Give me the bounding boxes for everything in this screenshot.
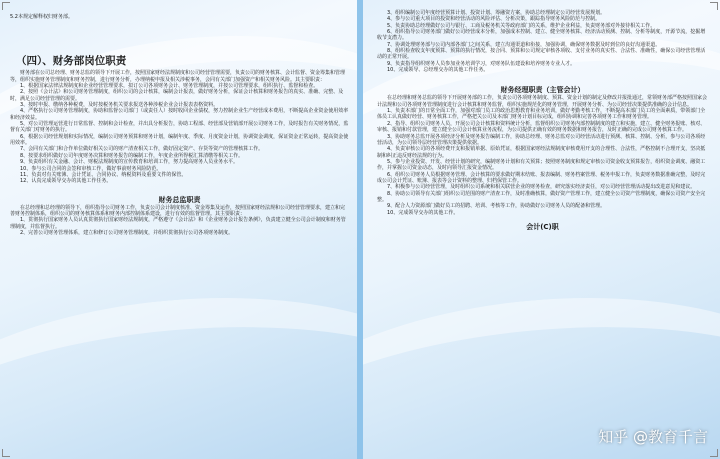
- bottom-heading: 会计(C)职: [526, 222, 559, 231]
- duties-list: [10, 83, 349, 185]
- list-item: 6、组织公司财务人员根据财务管理、会计核算的要求做好期末结账、报表编制、财务档案管理、税务申报工作，负责财务数据准确完整，及时完成公司会计凭证、账簿、报表等会计资料的整理、归档保管工作。: [377, 171, 706, 184]
- list-item: 10、参与公司合同的会签和审核工作，做好事前财务风险防范。: [20, 165, 162, 172]
- list-item: 3、组织编制公司年度经营预算计划、投资计划、筹融资方案，协助总经理制定公司经营发展规划。: [387, 10, 606, 16]
- list-item: 7、会同有关部门和合作单位做好相关公司的财产清查相关工作，做好固定资产、存货等资产的管理核算工作。: [20, 146, 264, 153]
- list-item: 9、负责组织有关金融、会计、财税法规制度的宣传教育和培训工作，努力提高财务人员业务水平。: [20, 159, 239, 166]
- list-item: 9、负责指导组织财务人员参加业务培训学习，对财务队伍建设和培养财务专业人才。: [387, 60, 576, 67]
- list-item: 6、组织指导公司财务部门做好公司经营成本分析，加强成本控制、建立、健全财务核算、经济活动预测、控制、分析等制度，开源节流，挖掘增收节支潜力。: [377, 29, 706, 42]
- list-item: 10、完成领导交办的其他工作。: [387, 209, 459, 216]
- page-corner-mark: [710, 2, 718, 10]
- top-line: 5.2本规定解释权归财务部。: [10, 14, 73, 20]
- list-item: 2、完善公司财务管理体系，建立和修订公司财务管理制度，并组织贯彻执行公司各项财务制度。: [20, 229, 234, 236]
- list-item: 8、协助公司领导有关部门组织公司范围的财产清查工作，及时准确核算，做好资产管理工作，建立健全公司资产管理制度，确保公司资产安全完整。: [377, 190, 706, 203]
- list-item: 8、组织检查收支年度预算、预算的执行情况，按合同、预算和公司规定审核各项收、支付业务的真实性、合法性、准确性，确保公司经营管理活动的正常开展。: [377, 48, 706, 61]
- list-item: 9、配合人力资源部门做好员工的招聘、培训、考核等工作，协助做好公司财务人员的配备和管理。: [387, 203, 606, 210]
- list-item: 4、参与公司重大项目的投资和经营活动的风险评估、分析决策，跟踪指导财务风险防范与控制。: [387, 16, 601, 23]
- list-item: 10、完成领导、总经理交办的其他工作任务。: [387, 67, 489, 74]
- list-item: 4、严格执行公司财务管理制度，协助和监督公司部门（或责任人）按时收回企业债权，努力控制企业生产经营成本费用，不断提高企业资金使用效率和经济效益。: [10, 108, 349, 121]
- page-corner-mark: [2, 449, 10, 457]
- page-corner-mark: [710, 449, 718, 457]
- subsection-heading: 财务总监职责: [158, 195, 201, 204]
- list-item: 5、负责协助总经理做好公司与银行、工商及税务机关等政府部门的关系，维护企业利益，负责财务部对外接待相关工作。: [387, 22, 656, 29]
- watermark-text: 知乎 @教育千言: [598, 428, 708, 446]
- list-item: 4、负责审核公司的各项经费开支和报销单据、原始凭证，根据国家财经法规制度审核费用开支的合理性、合法性，严格控制不合理开支，坚决抵制和纠正违反财经法规的行为。: [377, 146, 706, 159]
- section-intro: 财务部在公司总经理、财务总监的领导下开展工作，按照国家财经法规制度和公司经营管理需要，负责公司的财务核算、会计监督、资金筹集和管理等，组织实施财务管理制度和财务控制，进行财务分析，办理纳税申报及相关涉税事务，会同有关部门加强资产和相关财务风险。其主要职责：: [10, 70, 346, 83]
- list-item: 7、积极参与公司经营管理，及时组织公司系统和相关联营企业的财务检查，研究落实经济责任，对公司经营管理活动提出改进意见和建议。: [387, 184, 696, 191]
- page-content: [10, 0, 349, 236]
- manager-duties-list: [377, 108, 708, 216]
- list-item: 2、按照《会计法》和公司财务管理制度，组织公司的会计核算，编制会计报表，做好财务分析，保证会计核算和财务报告的真实、准确、完整、及时，满足公司经营管理的需要。: [10, 89, 344, 102]
- top-items-list: [377, 10, 708, 73]
- list-item: 11、负责对有关账簿、会计凭证、合同协议、纳税资料及重要文件的保管。: [20, 171, 187, 178]
- subsection-heading: 财务经理职责（主管会计）: [500, 86, 585, 95]
- list-item: 2、指导、组织公司财务人员，开展公司会计核算和资料统计分析，监督组织公司财务内部控制制度的建立和实施，建立、健全财务报账、核对、审核、报销和付款管理，建立健全公司会计核算业务流程，为公司提供正确有效的财务数据和财务报告，及时正确的完成公司财务核算工作。: [377, 120, 706, 134]
- subsection-intro: 在总经理和总经理的领导下，组织指导公司财务工作，负责公司会计制度核准、资金筹集及运作，按照国家财经法规和公司经营管理要求，建立和完善财务控制体系，组织公司的财务核算体系和财务内部控制体系建设，进行有效的监督管理。其主要职责：: [10, 204, 346, 217]
- section-heading: （四）、财务部岗位职责: [16, 55, 127, 68]
- list-item: 1、负责本部门的日常全面工作，加强对部门员工的政治思想教育和业务培训，做好考勤考核工作，不断提高本部门员工的全面素质，带领部门全体员工认真做好经营、财务核算工作，严格把关公司及本部门财务计划目标完成，组织协调和完善各项财务工作和财务管理。: [377, 108, 706, 121]
- subsection-intro: 在总经理和财务总监的领导下开展财务部的工作，负责公司各项财务制度、预算、资金计划的制定及修改并报批通过，常领财务部严格按照国家会计法规和公司各项财务管理制度进行会计核算和财务监督，组织实施规范化的财务管理，开展财务分析、为公司经营决策提供准确的会计信息。: [377, 95, 708, 108]
- page-corner-mark: [2, 2, 10, 10]
- watermark: [598, 426, 708, 447]
- list-item: 12、认真完成领导交办的其他工作任务。: [20, 178, 112, 185]
- list-item: 5、对公司管理运营进行日常监督、控制和会计检查，并出具分析报告，协助工程部、经营部及营销部开展公司财务工作，及时报告有关财务情况，监督有关部门对财务的执行。: [10, 121, 349, 134]
- document-page-left: [0, 0, 357, 459]
- list-item: 3、按时申报、缴纳各种税费，及时按税务机关要求报送各种涉税企业会计报表表格资料。: [20, 102, 219, 109]
- list-item: 7、协调处理财务部与公司内部各部门之间关系，建立沟通渠道和衔接，加强协调，确保财务数据及时到位的良好沟通渠道。: [387, 41, 661, 48]
- page-content: [377, 0, 708, 232]
- list-item: 5、参与企业投资、开发、经营计划的研究，编制财务计划和有关预算；按照财务制度和规定审核公司资金收支预算报告，组织资金调度、融资工作，并掌握公司资金动态，及时向领导汇报资金情况。: [377, 158, 706, 172]
- list-item: 1、贯彻执行国家财务人员认真贯彻执行国家财经法规制度，严格遵守《会计法》和《企业财务会计报告条例》，负责建立健全公司会计制度和财务管理制度，并监督执行。: [10, 217, 346, 230]
- document-page-right: [363, 0, 720, 459]
- list-item: 1、根据国家法律法规制度和企业经营管理要求，拟订公司各项财务会计、财务管理制度，并按公司管理要求，组织执行、监督和检查。: [20, 83, 319, 90]
- list-item: 3、协助财务总监开展各项经济分析及财务报告编制工作，协助总经理、财务总监对公司经营活动进行预测、核算、控制、分析，参与公司各项经营活动，为公司领导层经营管理决策提供依据。: [377, 133, 706, 146]
- list-item: 8、按要求组织做好公司年度财务决算和财务报告的编制工作，年度企业所得税汇算清缴等相关工作。: [20, 152, 244, 159]
- list-item: 6、根据公司经营规划和实际情况，编制公司财务预算和财务计划，编制年度、季度、月度资金计划，协调资金调度，保证资金正常运转，提高资金使用效率。: [10, 133, 349, 147]
